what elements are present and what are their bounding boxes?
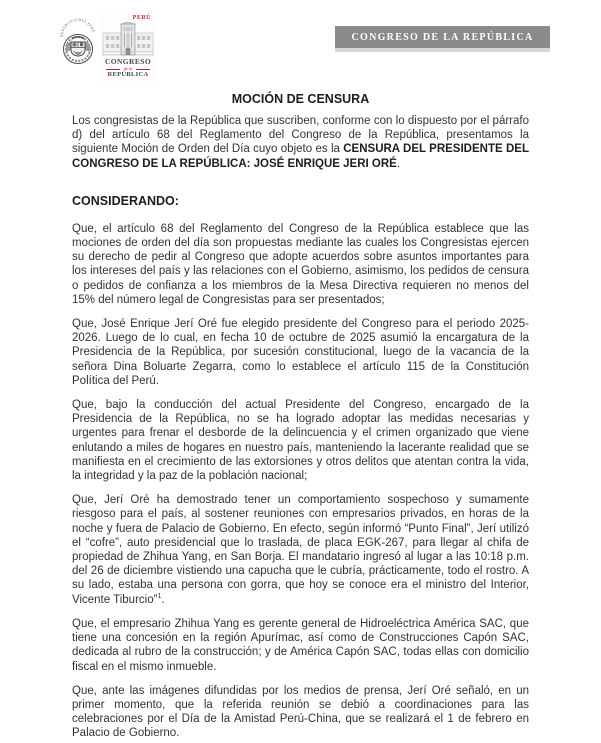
footnote-reference: 1: [157, 592, 162, 600]
congress-logo: [100, 15, 156, 81]
logo-peru-label: PERÚ: [132, 15, 151, 21]
document-title: MOCIÓN DE CENSURA: [231, 92, 370, 106]
logo-republica-text: REPÚBLICA: [107, 71, 149, 78]
document-body: [72, 92, 529, 741]
paragraph-suspicious-behavior: [72, 493, 529, 607]
paragraph-text: Que, bajo la conducción del actual Presidente del Congreso, encargado de la Presidencia de la República, no se ha logrado adoptar las medidas necesarias y urgentes para frenar el desborde de la delincuencia y el crimen organizado que viene enlutando a miles de hogares en nuestro país, manteniendo la lacerante realidad que se manifiesta en el crecimiento de las extorsiones y otros delitos que atentan contra la vida, la integridad y la paz de la población nacional;: [72, 399, 529, 483]
peru-coat-of-arms-icon: [58, 17, 98, 69]
congress-building-icon: [102, 22, 154, 56]
paragraph-text: Que, ante las imágenes difundidas por los medios de prensa, Jerí Oré señaló, en un primer momento, que la referida reunión se debió a coordinaciones para las celebraciones por el Día de la Amistad Perú-China, que se realizará el 1 de febrero en Palacio de Gobierno.: [72, 684, 529, 740]
intro-paragraph: [72, 114, 529, 171]
intro-suffix: .: [396, 157, 401, 170]
document-header: [0, 0, 601, 88]
paragraph-crime-situation: [72, 398, 529, 483]
paragraph-press-images: [72, 684, 529, 741]
paragraph-election-succession: [72, 317, 529, 388]
seal-graphic: [58, 17, 98, 69]
seal-arc-text: REPÚBLICA DEL PERÚ: [59, 17, 96, 38]
paragraph-text: Que, Jerí Oré ha demostrado tener un comportamiento sospechoso y sumamente riesgoso para el país, al sostener reuniones con empresarios privados, en horas de la noche y fuera de Palacio de Gobierno. En efecto, según informó “Punto Final”, Jerí utilizó el “cofre”, auto presidencial que lo traslada, de placa EGK-267, para llegar al chifa de propiedad de Zhihua Yang, en San Borja. El mandatario ingresó al lugar a las 10:18 p.m. del 26 de diciembre vistiendo una capucha que le cubría, prácticamente, todo el rostro. A su lado, estaba una persona con gorra, que hoy se conoce era el ministro del Interior, Vicente Tiburcio”: [72, 494, 529, 606]
considerando-heading: CONSIDERANDO:: [72, 193, 179, 208]
logo-de-la-text: de la: [106, 67, 150, 71]
paragraph-zhihua-yang-companies: [72, 617, 529, 674]
paragraph-article-68: [72, 222, 529, 307]
paragraph-text: Que, José Enrique Jerí Oré fue elegido presidente del Congreso para el periodo 2025-2026. Luego de lo cual, en fecha 10 de octubre de 2025 asumió la encargatura de la Presidencia de la República, por sucesión constitucional, luego de la vacancia de la señora Dina Boluarte Zegarra, como lo establece el artículo 115 de la Constitución Política del Perú.: [72, 318, 529, 387]
intro-text: Los congresistas de la República que suscriben, conforme con lo dispuesto por el párrafo d) del artículo 68 del Reglamento del Congreso de la República, presentamos la siguiente Moción de Orden del Día cuyo objeto es la: [72, 115, 529, 156]
censure-subject-bold-text: CENSURA DEL PRESIDENTE DEL CONGRESO DE LA REPÚBLICA: JOSÉ ENRIQUE JERI ORÉ: [72, 143, 529, 170]
paragraph-suffix: .: [161, 593, 165, 606]
congress-header-banner: CONGRESO DE LA REPÚBLICA: [335, 26, 550, 52]
paragraph-text: Que, el empresario Zhihua Yang es gerente general de Hidroeléctrica América SAC, que tiene una concesión en la región Apurímac, así como de Construcciones Capón SAC, dedicada al rubro de la construcción; y de América Capón SAC, todas ellas con domicilio fiscal en el mismo inmueble.: [72, 617, 529, 673]
paragraph-text: Que, el artículo 68 del Reglamento del Congreso de la República establece que las mociones de orden del día son propuestas mediante las cuales los Congresistas ejercen su derecho de pedir al Congreso que adopte acuerdos sobre asuntos importantes para los intereses del país y las relaciones con el Gobierno, asimismo, los pedidos de censura o pedidos de confianza a los miembros de la Mesa Directiva requieren no menos del 15% del número legal de Congresistas para ser presentados;: [72, 222, 529, 306]
logo-congreso-text: CONGRESO: [104, 57, 152, 66]
